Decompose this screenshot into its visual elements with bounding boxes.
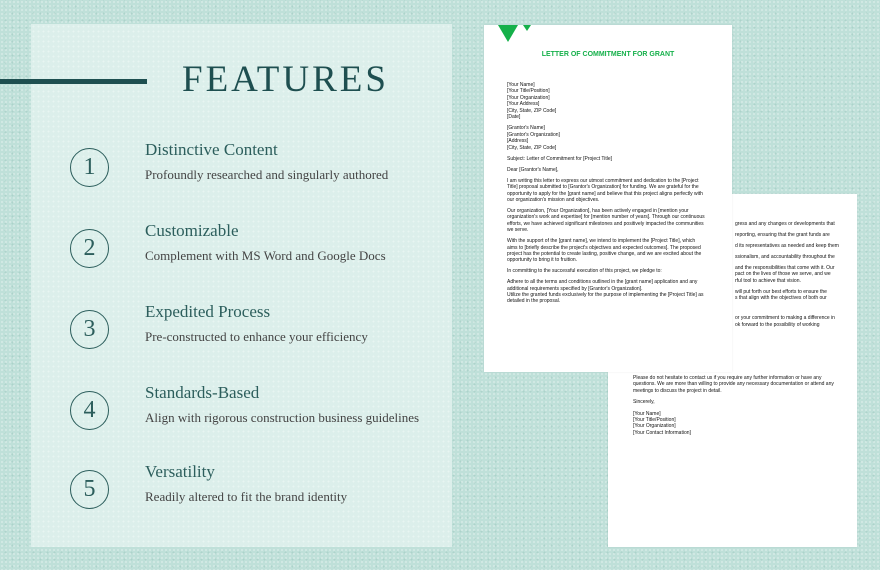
paragraph-2 (507, 208, 712, 234)
feature-item-3 (70, 302, 450, 368)
text-line: [Your Address] (507, 101, 540, 108)
green-triangle-small-icon (523, 25, 531, 31)
text-line: opportunity to apply for the [grant name] and believe that this project aligns perfectly with (507, 190, 703, 197)
paragraph-5 (507, 279, 712, 305)
text-line: efforts, we have achieved significant milestones and positively impacted the communities (507, 220, 704, 227)
text-line: gress and any changes or developments that (735, 221, 835, 227)
text-line: I am writing this letter to express our utmost commitment and dedication to the [Project (507, 177, 699, 184)
feature-item-1 (70, 140, 450, 206)
page2-closing (633, 375, 853, 441)
text-line: pact on the lives of those we serve, and we (735, 271, 831, 278)
text-line: Adhere to all the terms and conditions outlined in the [grant name] application and any (507, 279, 698, 286)
sign-off: Sincerely, (633, 399, 655, 406)
text-line: meetings to discuss the project in detail. (633, 387, 722, 394)
feature-description: Pre-constructed to enhance your efficiency (145, 329, 368, 344)
text-line: [Date] (507, 114, 521, 121)
text-line: and the responsibilities that come with it. Our (735, 264, 835, 271)
paragraph-3 (507, 238, 712, 264)
text-line: Utilize the granted funds exclusively for the purpose of implementing the [Project Title] as (507, 291, 704, 298)
feature-title: Standards-Based (145, 383, 260, 402)
text-line: [Your Name] (507, 82, 535, 88)
recipient-block (507, 125, 712, 151)
number-circle-icon: 1 (70, 148, 109, 187)
features-title: FEATURES (182, 59, 389, 100)
sender-block (507, 82, 712, 120)
text-line: [Your Title/Position] (633, 417, 676, 424)
text-line: our organization's mission and objectives. (507, 197, 600, 204)
text-line: s that align with the objectives of both our (735, 295, 827, 302)
text-line: aims to [briefly describe the project's objectives and expected outcomes]. The proposed (507, 244, 701, 251)
salutation: Dear [Grantor's Name], (507, 166, 559, 173)
text-line: ssionalism, and accountability throughout the (735, 253, 835, 260)
feature-description: Align with rigorous construction business guidelines (145, 410, 420, 425)
title-accent-bar (0, 79, 147, 84)
text-line: [Grantor's Organization] (507, 131, 560, 138)
text-line: [Your Organization] (507, 94, 550, 101)
paragraph-1 (507, 178, 712, 204)
feature-title: Versatility (145, 462, 215, 481)
feature-title: Expedited Process (145, 302, 271, 321)
text-line: With the support of the [grant name], we intend to implement the [Project Title], which (507, 238, 696, 245)
feature-item-5 (70, 462, 450, 528)
feature-title: Customizable (145, 221, 239, 240)
feature-title: Distinctive Content (145, 140, 278, 159)
document-body (507, 82, 712, 309)
page2-partial-text (735, 221, 853, 328)
text-line: In committing to the successful execution of this project, we pledge to: (507, 268, 662, 275)
signature-block (633, 411, 853, 437)
subject-line: Subject: Letter of Commitment for [Project Title] (507, 156, 613, 163)
text-line: [Your Title/Position] (507, 88, 550, 95)
text-line: we serve. (507, 227, 529, 234)
text-line: detailed in the proposal. (507, 298, 561, 305)
text-line: [City, State, ZIP Code] (507, 144, 557, 151)
feature-item-2 (70, 221, 450, 287)
text-line: project has the potential to create lasting, positive change, and we are excited about the (507, 250, 702, 257)
document-title: LETTER OF COMMITMENT FOR GRANT (541, 51, 675, 58)
green-triangle-icon (498, 25, 518, 42)
feature-description: Readily altered to fit the brand identity (145, 489, 348, 504)
paragraph-4 (507, 268, 712, 274)
number-circle-icon: 2 (70, 229, 109, 268)
text-line: d its representatives as needed and keep them (735, 242, 839, 249)
text-line: [Your Organization] (633, 423, 676, 430)
text-line: [Your Contact Information] (633, 429, 691, 436)
text-line: Our organization, [Your Organization], has been actively engaged in [mention your (507, 208, 689, 214)
text-line: rful tool to achieve that vision. (735, 277, 801, 284)
number-circle-icon: 3 (70, 310, 109, 349)
number-circle-icon: 5 (70, 470, 109, 509)
text-line: Please do not hesitate to contact us if you require any further information or have any (633, 375, 822, 381)
number-circle-icon: 4 (70, 391, 109, 430)
text-line: opportunity to bring it to fruition. (507, 257, 578, 264)
text-line: questions. We are more than willing to provide any necessary documentation or attend any (633, 381, 834, 388)
text-line: Title] proposal submitted to [Grantor's Organization] for funding. We are grateful for the (507, 184, 699, 191)
feature-description: Complement with MS Word and Google Docs (145, 248, 386, 263)
text-line: organization's work and expertise] for [mention number of years]. Through our continuous (507, 214, 705, 221)
closing-paragraph (633, 375, 853, 394)
text-line: will put forth our best efforts to ensure the (735, 288, 827, 295)
text-line: [Your Name] (633, 410, 661, 417)
feature-item-4 (70, 383, 450, 449)
feature-description: Profoundly researched and singularly authored (145, 167, 389, 182)
text-line: [Address] (507, 138, 529, 145)
text-line: additional requirements specified by [Grantor's Organization]. (507, 285, 643, 292)
text-line: reporting, ensuring that the grant funds are (735, 231, 830, 238)
text-line: or your commitment to making a difference in (735, 315, 835, 322)
text-line: [City, State, ZIP Code] (507, 107, 557, 114)
text-line: ok forward to the possibility of working (735, 321, 820, 328)
text-line: [Grantor's Name] (507, 125, 545, 132)
document-page-1 (484, 25, 732, 372)
